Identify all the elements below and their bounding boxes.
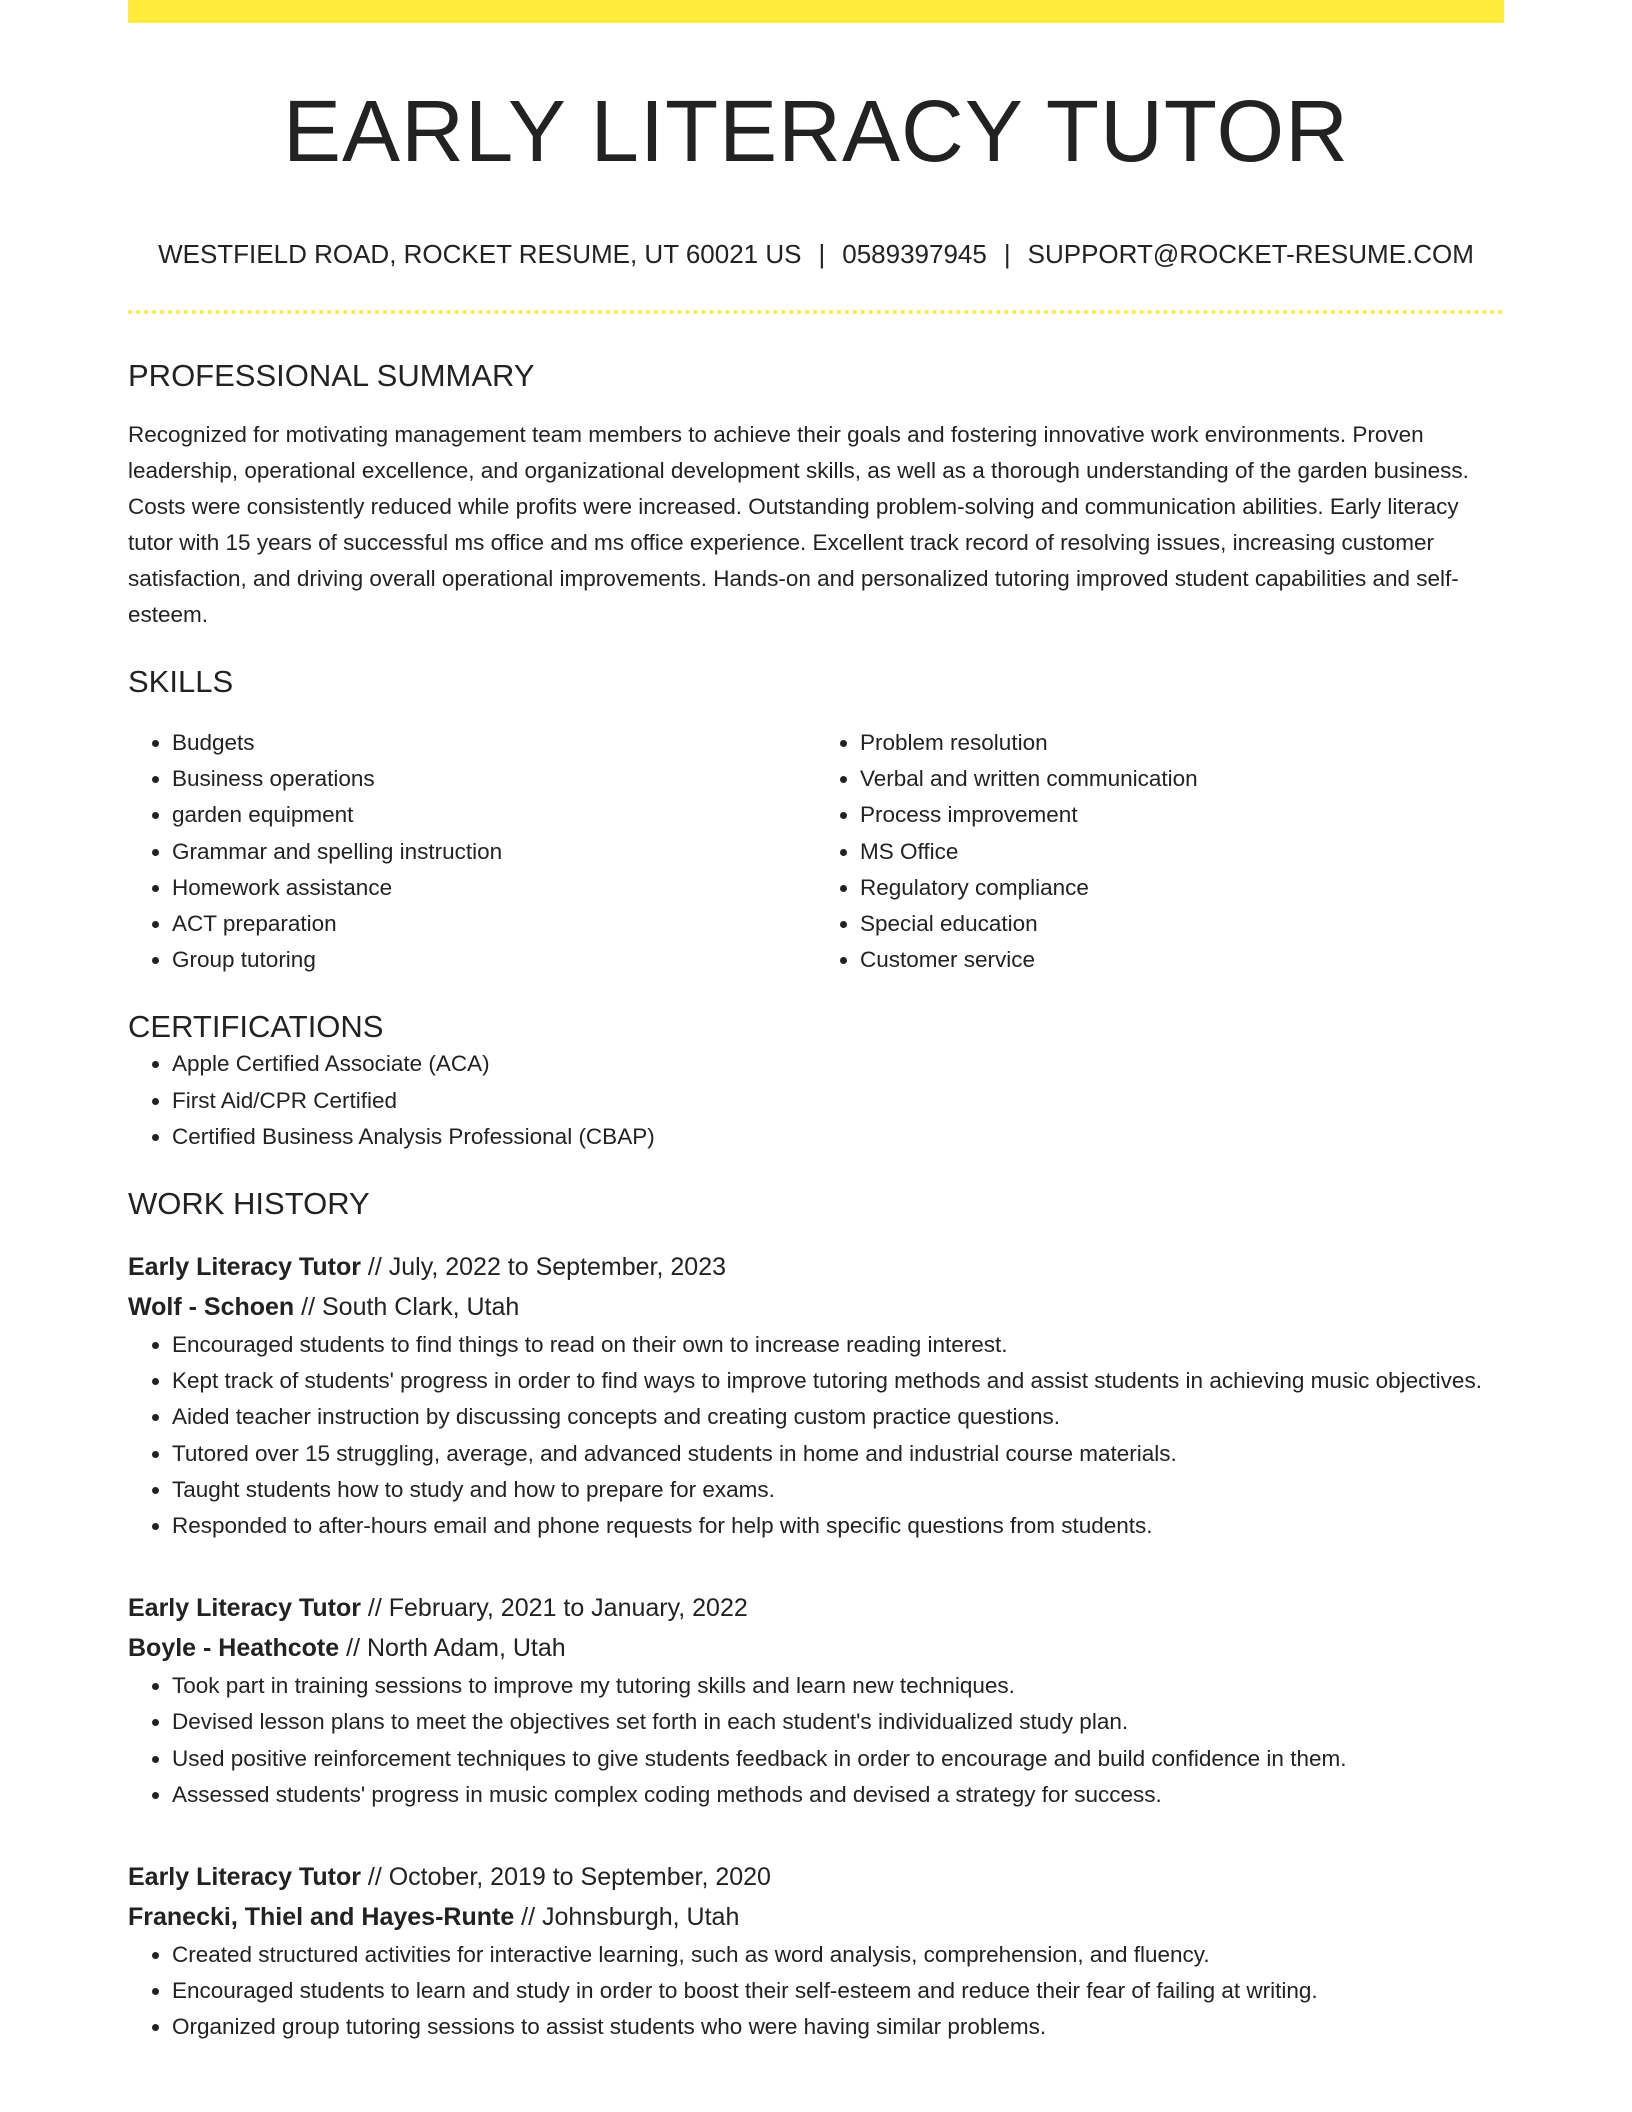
- certification-item: • First Aid/CPR Certified: [172, 1083, 1504, 1119]
- job-bullet: • Taught students how to study and how to prepare for exams.: [172, 1472, 1504, 1508]
- contact-phone: 0589397945: [842, 239, 987, 269]
- skill-item: • Customer service: [860, 942, 1504, 978]
- job-title-line: [128, 1857, 1504, 1897]
- certification-item: • Apple Certified Associate (ACA): [172, 1046, 1504, 1082]
- certification-item: • Certified Business Analysis Professional (CBAP): [172, 1119, 1504, 1155]
- contact-separator: |: [1003, 239, 1011, 269]
- job-company-line: [128, 1628, 1504, 1668]
- skill-item: • MS Office: [860, 834, 1504, 870]
- job-company-line: [128, 1287, 1504, 1327]
- skills-list-left: [128, 725, 816, 978]
- skill-item: • Special education: [860, 906, 1504, 942]
- skill-item: • Budgets: [172, 725, 816, 761]
- job-bullets: [128, 1937, 1504, 2046]
- job-title-line: [128, 1247, 1504, 1287]
- skill-item: • Process improvement: [860, 797, 1504, 833]
- summary-text: Recognized for motivating management team members to achieve their goals and fostering innovative work environments. Proven leadership, operational excellence, and organizational development skills, as well as a thorough understanding of the garden business. Costs were consistently reduced while profits were increased. Outstanding problem-solving and communication abilities. Early literacy tutor with 15 years of successful ms office and ms office experience. Excellent track record of resolving issues, increasing customer satisfaction, and driving overall operational improvements. Hands-on and personalized tutoring improved student capabilities and self-esteem.: [128, 422, 1469, 627]
- job-dates: // October, 2019 to September, 2020: [360, 1863, 771, 1892]
- job-bullet: • Organized group tutoring sessions to assist students who were having similar problems.: [172, 2009, 1504, 2045]
- job-bullet: • Assessed students' progress in music complex coding methods and devised a strategy for success.: [172, 1777, 1504, 1813]
- job-bullet: • Aided teacher instruction by discussing concepts and creating custom practice questions.: [172, 1399, 1504, 1435]
- skill-item: • ACT preparation: [172, 906, 816, 942]
- dotted-divider: [128, 310, 1504, 314]
- job-bullet: • Encouraged students to find things to read on their own to increase reading interest.: [172, 1327, 1504, 1363]
- job-bullets: [128, 1327, 1504, 1544]
- skills-heading: SKILLS: [128, 664, 234, 699]
- job-location: // North Adam, Utah: [339, 1634, 566, 1663]
- job-location: // South Clark, Utah: [294, 1293, 520, 1322]
- job-bullet: • Kept track of students' progress in order to find ways to improve tutoring methods and assist students in achieving music objectives.: [172, 1363, 1504, 1399]
- certifications-heading: CERTIFICATIONS: [128, 1009, 384, 1045]
- contact-email: SUPPORT@ROCKET-RESUME.COM: [1027, 239, 1474, 269]
- job-company: Wolf - Schoen: [128, 1293, 295, 1322]
- skill-item: • Problem resolution: [860, 725, 1504, 761]
- job-role: Early Literacy Tutor: [128, 1594, 361, 1623]
- skill-item: • garden equipment: [172, 797, 816, 833]
- job-company: Franecki, Thiel and Hayes-Runte: [128, 1903, 515, 1932]
- job-bullet: • Devised lesson plans to meet the objectives set forth in each student's individualized study plan.: [172, 1704, 1504, 1740]
- job-company-line: [128, 1897, 1504, 1937]
- skills-columns: [128, 725, 1504, 978]
- job-company: Boyle - Heathcote: [128, 1634, 340, 1663]
- job-dates: // July, 2022 to September, 2023: [360, 1253, 727, 1282]
- job-entry: [128, 1588, 1504, 1813]
- job-bullet: • Created structured activities for interactive learning, such as word analysis, comprehension, and fluency.: [172, 1937, 1504, 1973]
- job-dates: // February, 2021 to January, 2022: [360, 1594, 748, 1623]
- job-bullet: • Tutored over 15 struggling, average, and advanced students in home and industrial course materials.: [172, 1436, 1504, 1472]
- skills-list-right: [816, 725, 1504, 978]
- job-role: Early Literacy Tutor: [128, 1863, 361, 1892]
- contact-line: [128, 238, 1504, 270]
- resume-content: [128, 0, 1504, 2046]
- job-location: // Johnsburgh, Utah: [514, 1903, 740, 1932]
- job-bullet: • Used positive reinforcement techniques to give students feedback in order to encourage and build confidence in them.: [172, 1741, 1504, 1777]
- skill-item: • Grammar and spelling instruction: [172, 834, 816, 870]
- skill-item: • Homework assistance: [172, 870, 816, 906]
- work-history-heading: WORK HISTORY: [128, 1186, 370, 1222]
- job-role: Early Literacy Tutor: [128, 1253, 361, 1282]
- contact-separator: |: [818, 239, 826, 269]
- job-title-line: [128, 1588, 1504, 1628]
- skill-item: • Verbal and written communication: [860, 761, 1504, 797]
- certifications-list: [128, 1046, 1504, 1155]
- skill-item: • Group tutoring: [172, 942, 816, 978]
- summary-heading: PROFESSIONAL SUMMARY: [128, 358, 535, 393]
- job-bullet: • Took part in training sessions to improve my tutoring skills and learn new techniques.: [172, 1668, 1504, 1704]
- job-bullets: [128, 1668, 1504, 1813]
- skill-item: • Regulatory compliance: [860, 870, 1504, 906]
- page-title: EARLY LITERACY TUTOR: [283, 83, 1349, 180]
- job-entry: [128, 1857, 1504, 2046]
- skill-item: • Business operations: [172, 761, 816, 797]
- job-bullet: • Responded to after-hours email and phone requests for help with specific questions from students.: [172, 1508, 1504, 1544]
- contact-address: WESTFIELD ROAD, ROCKET RESUME, UT 60021 US: [158, 239, 802, 269]
- job-bullet: • Encouraged students to learn and study in order to boost their self-esteem and reduce their fear of failing at writing.: [172, 1973, 1504, 2009]
- job-entry: [128, 1247, 1504, 1544]
